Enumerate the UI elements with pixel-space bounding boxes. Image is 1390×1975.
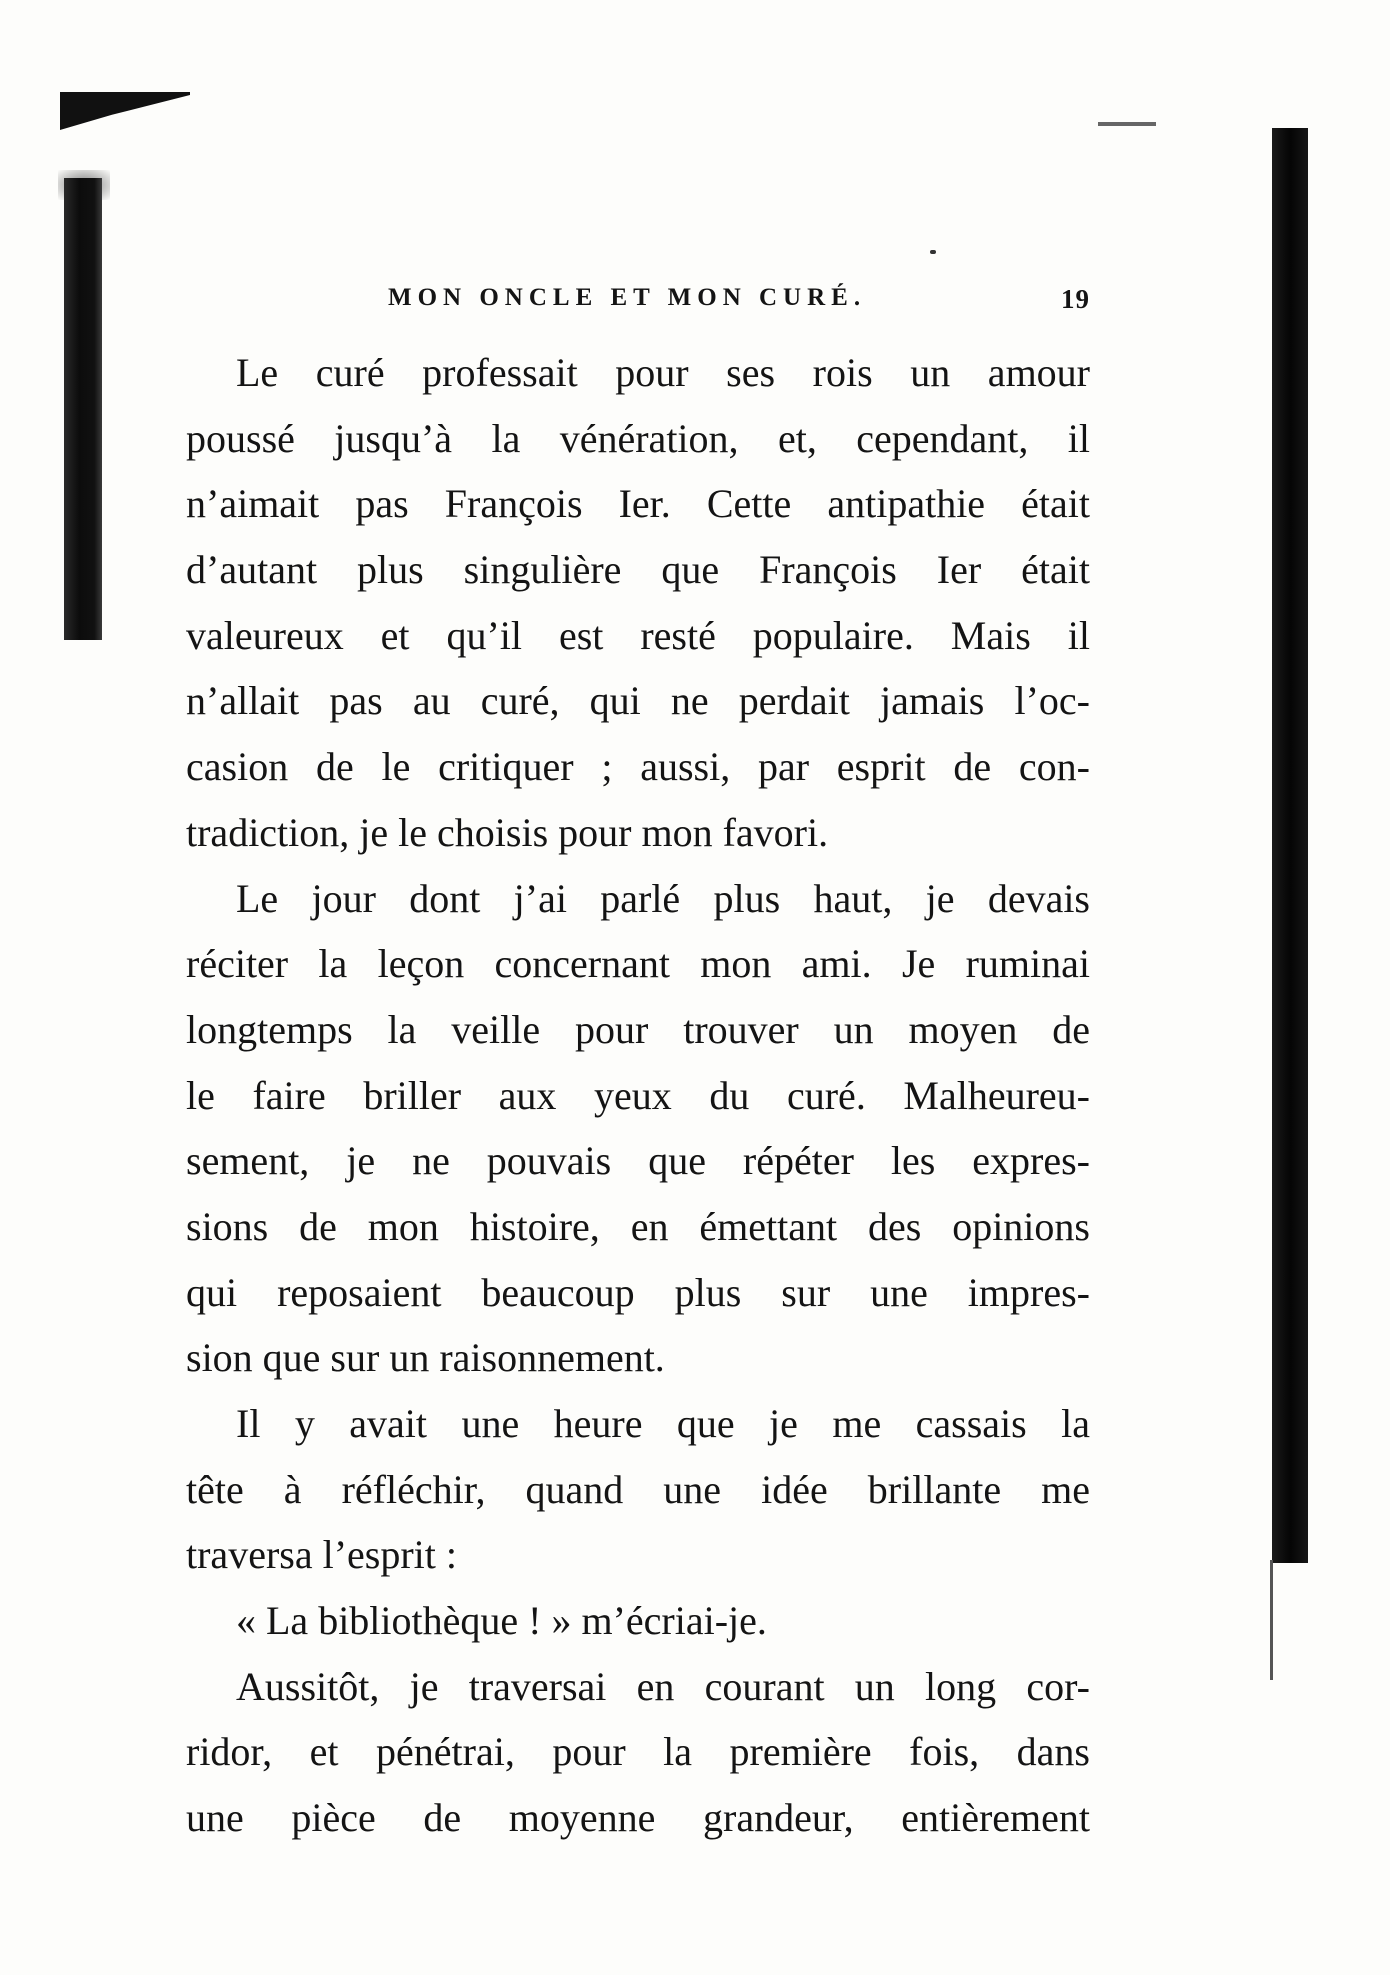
page-number: 19 (1061, 284, 1090, 314)
text-line: d’autant plus singulière que François Ier était (186, 547, 1090, 593)
body-text (186, 340, 1090, 1851)
scan-artifact-right-edge (1272, 128, 1308, 1563)
text-line: le faire briller aux yeux du curé. Malheureu- (186, 1072, 1090, 1118)
scan-artifact-corner (60, 92, 190, 130)
text-line: n’aimait pas François Ier. Cette antipathie était (186, 481, 1090, 527)
text-line: Aussitôt, je traversai en courant un long cor- (236, 1663, 1090, 1709)
running-header (388, 284, 1090, 324)
text-line: Il y avait une heure que je me cassais la (236, 1401, 1090, 1446)
text-line: casion de le critiquer ; aussi, par esprit de con- (186, 744, 1090, 790)
text-line: n’allait pas au curé, qui ne perdait jamais l’oc- (186, 678, 1090, 724)
text-line: traversa l’esprit : (186, 1532, 457, 1578)
text-line: sion que sur un raisonnement. (186, 1335, 665, 1381)
text-line: valeureux et qu’il est resté populaire. Mais il (186, 612, 1090, 658)
text-line: une pièce de moyenne grandeur, entièrement (186, 1795, 1090, 1841)
text-line: poussé jusqu’à la vénération, et, cependant, il (186, 415, 1090, 461)
scan-artifact-dash (1098, 122, 1156, 126)
running-title: MON ONCLE ET MON CURÉ. (388, 284, 867, 311)
text-line: Le curé professait pour ses rois un amour (236, 350, 1090, 395)
text-line: tête à réfléchir, quand une idée brillante me (186, 1466, 1090, 1512)
text-line: tradiction, je le choisis pour mon favori. (186, 809, 829, 855)
text-line: longtemps la veille pour trouver un moyen de (186, 1006, 1090, 1052)
text-line: sions de mon histoire, en émettant des opinions (186, 1203, 1090, 1249)
text-line: « La bibliothèque ! » m’écriai-je. (236, 1598, 767, 1644)
text-line: sement, je ne pouvais que répéter les expres- (186, 1138, 1090, 1184)
text-line: Le jour dont j’ai parlé plus haut, je devais (236, 875, 1090, 921)
text-line: qui reposaient beaucoup plus sur une impres- (186, 1269, 1090, 1315)
text-line: ridor, et pénétrai, pour la première fois, dans (186, 1729, 1090, 1775)
scan-artifact-left-edge (64, 178, 102, 640)
scan-artifact-right-tail (1270, 1560, 1273, 1680)
text-line: réciter la leçon concernant mon ami. Je ruminai (186, 941, 1090, 987)
scan-speck (930, 250, 936, 254)
